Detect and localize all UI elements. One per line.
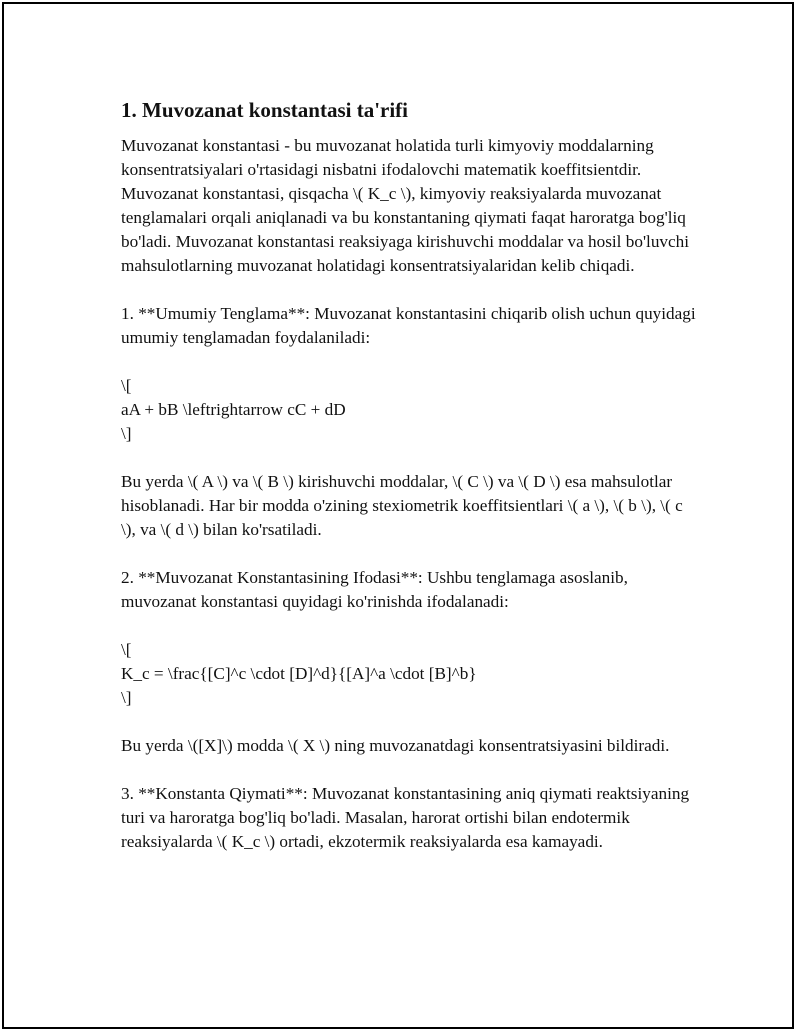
formula-2-block	[121, 638, 701, 710]
formula-1-close: \]	[121, 424, 132, 443]
section-heading: 1. Muvozanat konstantasi ta'rifi	[121, 98, 409, 122]
point-1-explanation: Bu yerda \( A \) va \( B \) kirishuvchi moddalar, \( C \) va \( D \) esa mahsulotlar hisoblanadi. Har bir modda o'zining stexiometrik koeffitsientlari \( a \), \( b \), \( c \), va \( d \) bilan ko'rsatiladi.	[121, 472, 683, 539]
formula-2-open: \[	[121, 640, 132, 659]
formula-2-close: \]	[121, 688, 132, 707]
formula-1-body: aA + bB \leftrightarrow cC + dD	[121, 400, 346, 419]
formula-1-block	[121, 374, 701, 446]
formula-2-body: K_c = \frac{[C]^c \cdot [D]^d}{[A]^a \cdot [B]^b}	[121, 664, 477, 683]
intro-paragraph: Muvozanat konstantasi - bu muvozanat holatida turli kimyoviy moddalarning konsentratsiyalari o'rtasidagi nisbatni ifodalovchi matematik koeffitsientdir. Muvozanat konstantasi, qisqacha \( K_c \), kimyoviy reaksiyalarda muvozanat tenglamalari orqali aniqlanadi va bu konstantaning qiymati faqat haroratga bog'liq bo'ladi. Muvozanat konstantasi reaksiyaga kirishuvchi moddalar va hosil bo'luvchi mahsulotlarning muvozanat holatidagi konsentratsiyalaridan kelib chiqadi.	[121, 136, 690, 275]
page-frame	[2, 2, 794, 1029]
point-1-paragraph: 1. **Umumiy Tenglama**: Muvozanat konstantasini chiqarib olish uchun quyidagi umumiy tenglamadan foydalaniladi:	[121, 304, 696, 347]
document-content	[121, 96, 701, 878]
point-3-paragraph: 3. **Konstanta Qiymati**: Muvozanat konstantasining aniq qiymati reaktsiyaning turi va haroratga bog'liq bo'ladi. Masalan, harorat ortishi bilan endotermik reaksiyalarda \( K_c \) ortadi, ekzotermik reaksiyalarda esa kamayadi.	[121, 784, 690, 851]
point-2-paragraph: 2. **Muvozanat Konstantasining Ifodasi**: Ushbu tenglamaga asoslanib, muvozanat konstantasi quyidagi ko'rinishda ifodalanadi:	[121, 568, 628, 611]
formula-1-open: \[	[121, 376, 132, 395]
point-2-explanation: Bu yerda \([X]\) modda \( X \) ning muvozanatdagi konsentratsiyasini bildiradi.	[121, 736, 670, 755]
